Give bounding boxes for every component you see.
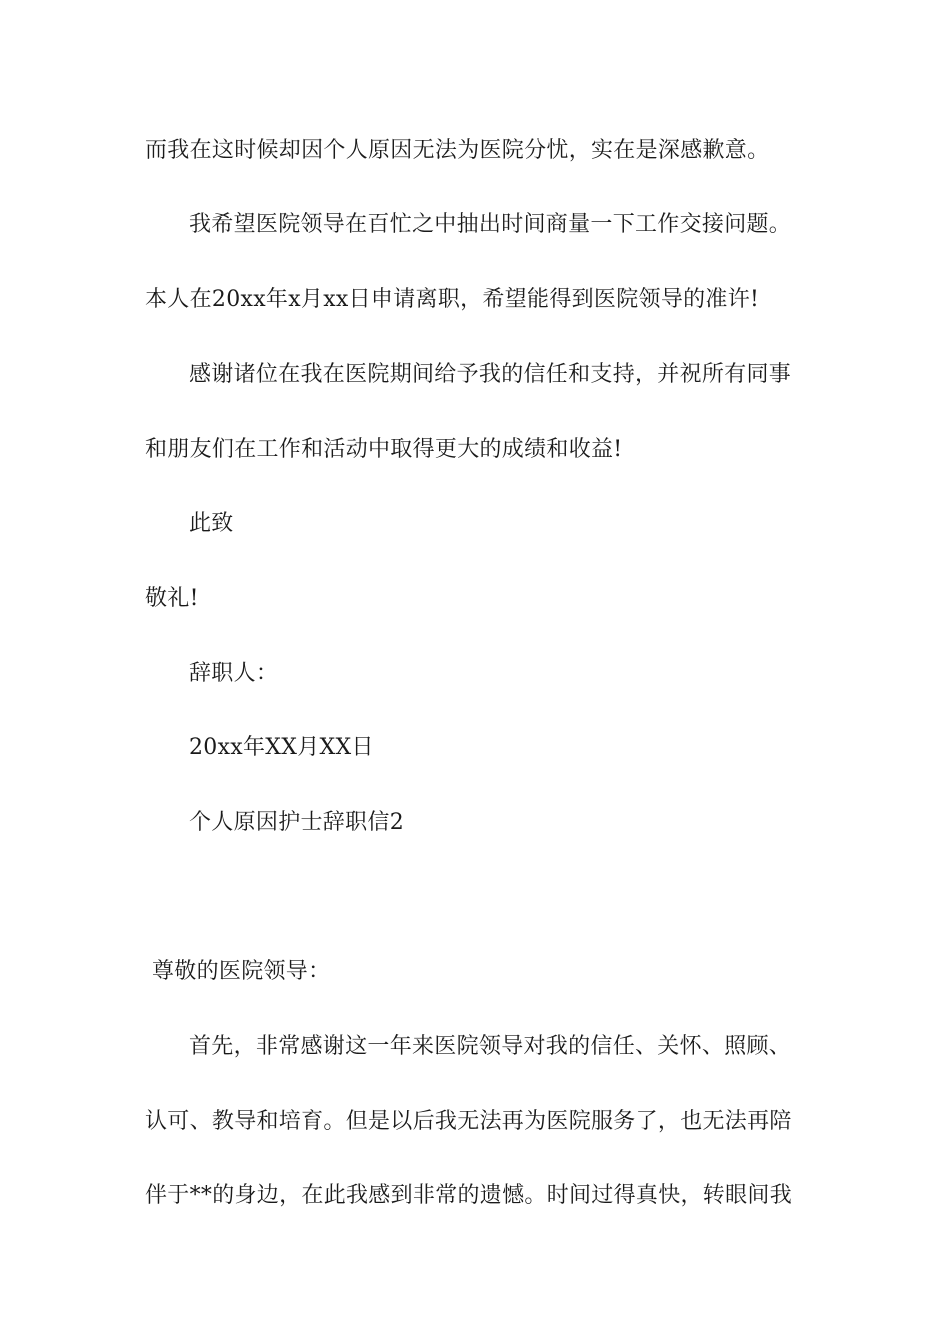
paragraph-line: 和朋友们在工作和活动中取得更大的成绩和收益!: [145, 437, 623, 462]
paragraph-line: 我希望医院领导在百忙之中抽出时间商量一下工作交接问题。: [189, 212, 792, 237]
paragraph-line: 首先，非常感谢这一年来医院领导对我的信任、关怀、照顾、: [189, 1034, 792, 1059]
letter-greeting: 尊敬的医院领导：: [152, 959, 331, 984]
paragraph-line: 而我在这时候却因个人原因无法为医院分忧，实在是深感歉意。: [145, 138, 770, 163]
signature-label: 辞职人：: [189, 661, 279, 686]
paragraph-line: 本人在20xx年x月xx日申请离职，希望能得到医院领导的准许!: [145, 287, 760, 312]
section-title: 个人原因护士辞职信2: [189, 810, 404, 835]
closing-line: 此致: [189, 511, 234, 536]
paragraph-line: 认可、教导和培育。但是以后我无法再为医院服务了，也无法再陪: [145, 1109, 792, 1134]
salutation-line: 敬礼!: [145, 586, 199, 611]
paragraph-line: 伴于**的身边，在此我感到非常的遗憾。时间过得真快，转眼间我: [145, 1183, 793, 1208]
paragraph-line: 感谢诸位在我在医院期间给予我的信任和支持，并祝所有同事: [189, 362, 792, 387]
signature-date: 20xx年XX月XX日: [189, 735, 374, 760]
